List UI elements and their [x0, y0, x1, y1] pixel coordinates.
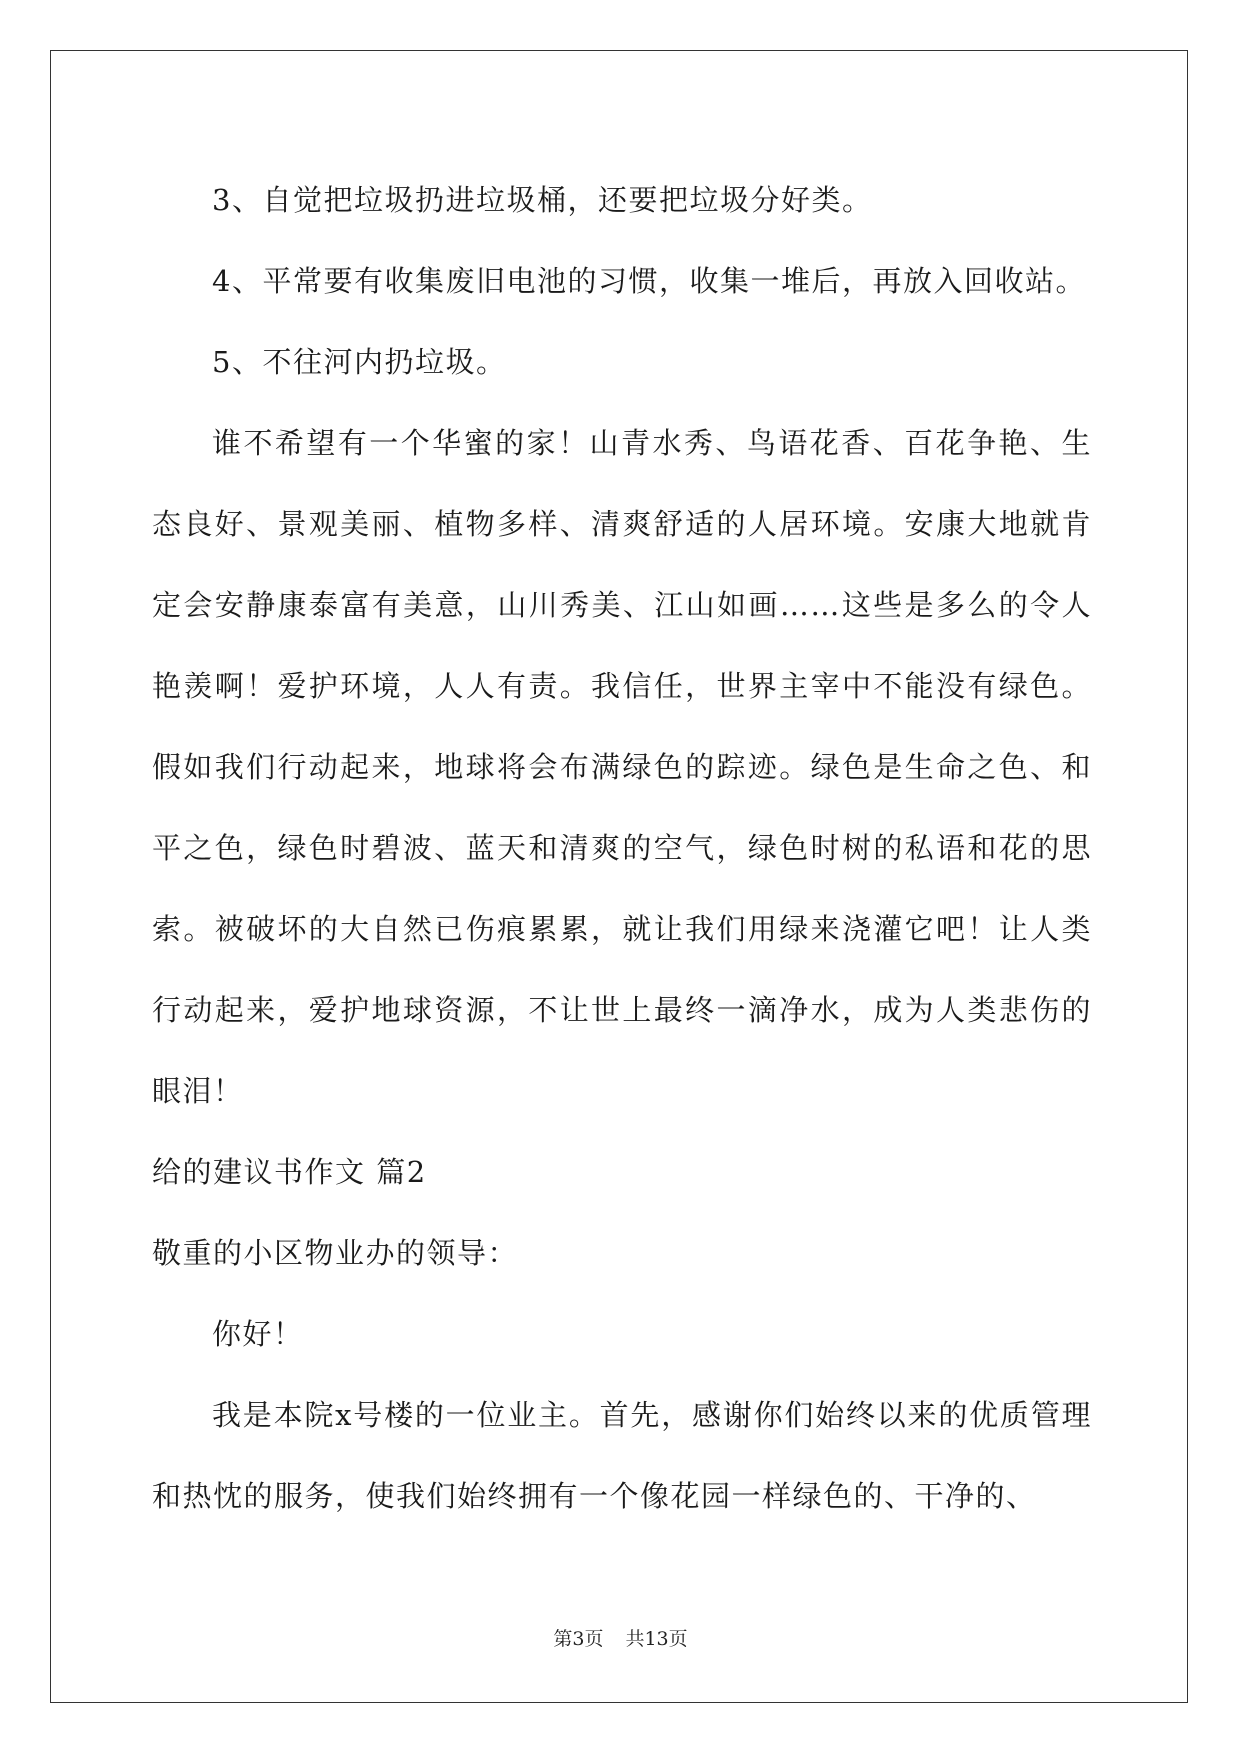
letter-greeting: 你好！ [212, 1317, 304, 1351]
page-number: 第3页 [553, 1628, 604, 1650]
paragraph-item-4: 4、平常要有收集废旧电池的习惯，收集一堆后，再放入回收站。 [212, 264, 1086, 298]
page-footer [0, 1626, 1241, 1652]
letter-body-paragraph: 我是本院x号楼的一位业主。首先，感谢你们始终以来的优质管理和热忱的服务，使我们始终拥有一个像花园一样绿色的、干净的、 [152, 1398, 1092, 1513]
paragraph-environment: 谁不希望有一个华蜜的家！山青水秀、鸟语花香、百花争艳、生态良好、景观美丽、植物多样、清爽舒适的人居环境。安康大地就肯定会安静康泰富有美意，山川秀美、江山如画……这些是多么的令人艳羡啊！爱护环境，人人有责。我信任，世界主宰中不能没有绿色。假如我们行动起来，地球将会布满绿色的踪迹。绿色是生命之色、和平之色，绿色时碧波、蓝天和清爽的空气，绿色时树的私语和花的思索。被破坏的大自然已伤痕累累，就让我们用绿来浇灌它吧！让人类行动起来，爱护地球资源，不让世上最终一滴净水，成为人类悲伤的眼泪！ [152, 426, 1092, 1108]
letter-salutation: 敬重的小区物业办的领导： [152, 1236, 519, 1270]
paragraph-item-3: 3、自觉把垃圾扔进垃圾桶，还要把垃圾分好类。 [212, 183, 873, 217]
section-heading: 给的建议书作文 篇2 [152, 1155, 427, 1189]
page-total: 共13页 [625, 1628, 688, 1650]
document-body [152, 160, 1092, 1537]
paragraph-item-5: 5、不往河内扔垃圾。 [212, 345, 507, 379]
